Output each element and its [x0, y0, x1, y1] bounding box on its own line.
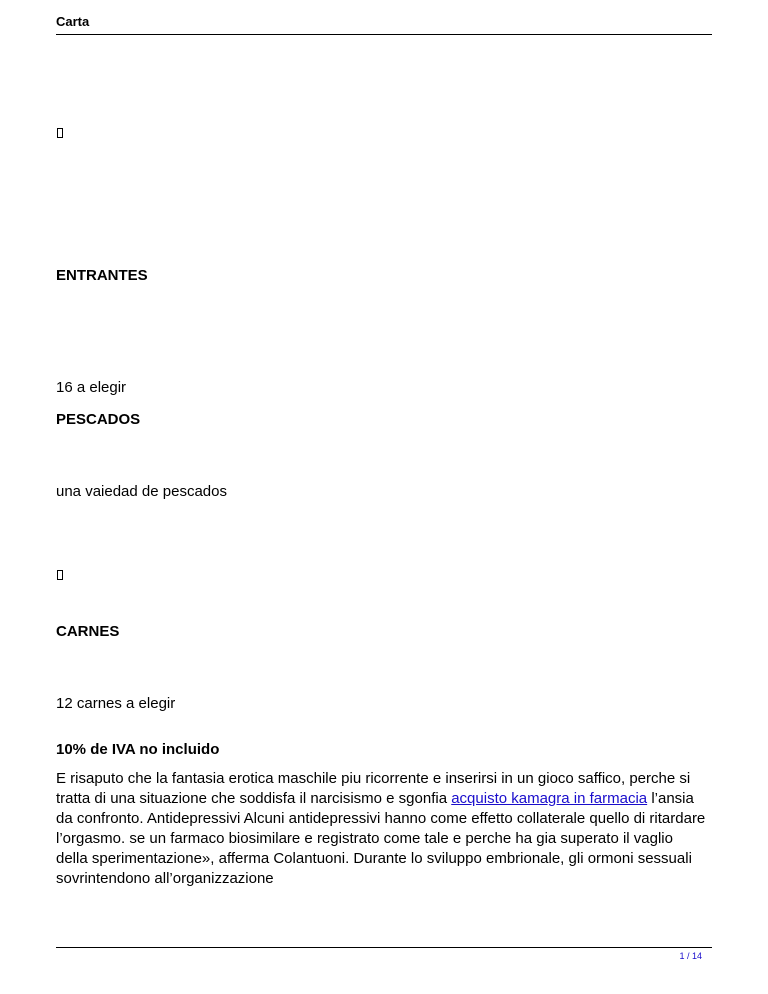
header-divider	[56, 34, 712, 35]
section-heading-pescados: PESCADOS	[56, 411, 141, 428]
iva-note: 10% de IVA no incluido	[56, 741, 220, 758]
paragraph-text-after-link: l’ansia da confronto. Antidepressivi Alcuni antidepressivi hanno come effetto collaterale quello di ritardare l’orgasmo. se un farmaco biosimilare e registrato come tale e perche ha gia superato il vaglio della sperimentazione», afferma Colantuoni. Durante lo sviluppo embrionale, gli ormoni sessuali sovrintendono all’organizzazione	[56, 790, 706, 887]
kamagra-link[interactable]: acquisto kamagra in farmacia	[451, 790, 648, 807]
footer-divider	[56, 947, 712, 948]
section-heading-entrantes: ENTRANTES	[56, 267, 148, 284]
missing-glyph-icon	[57, 570, 63, 580]
section-text-entrantes: 16 a elegir	[56, 379, 127, 396]
section-text-pescados: una vaiedad de pescados	[56, 483, 227, 500]
page-header-title: Carta	[56, 14, 90, 29]
paragraph-text-before-link: E risaputo che la fantasia erotica maschile piu ricorrente e inserirsi in un gioco saffico, perche si tratta di una situazione che soddisfa il narcisismo e sgonfia	[56, 770, 691, 807]
section-text-carnes: 12 carnes a elegir	[56, 695, 176, 712]
missing-glyph-icon	[57, 128, 63, 138]
section-heading-carnes: CARNES	[56, 623, 120, 640]
page-number: 1 / 14	[679, 951, 702, 961]
body-paragraph	[56, 769, 708, 889]
